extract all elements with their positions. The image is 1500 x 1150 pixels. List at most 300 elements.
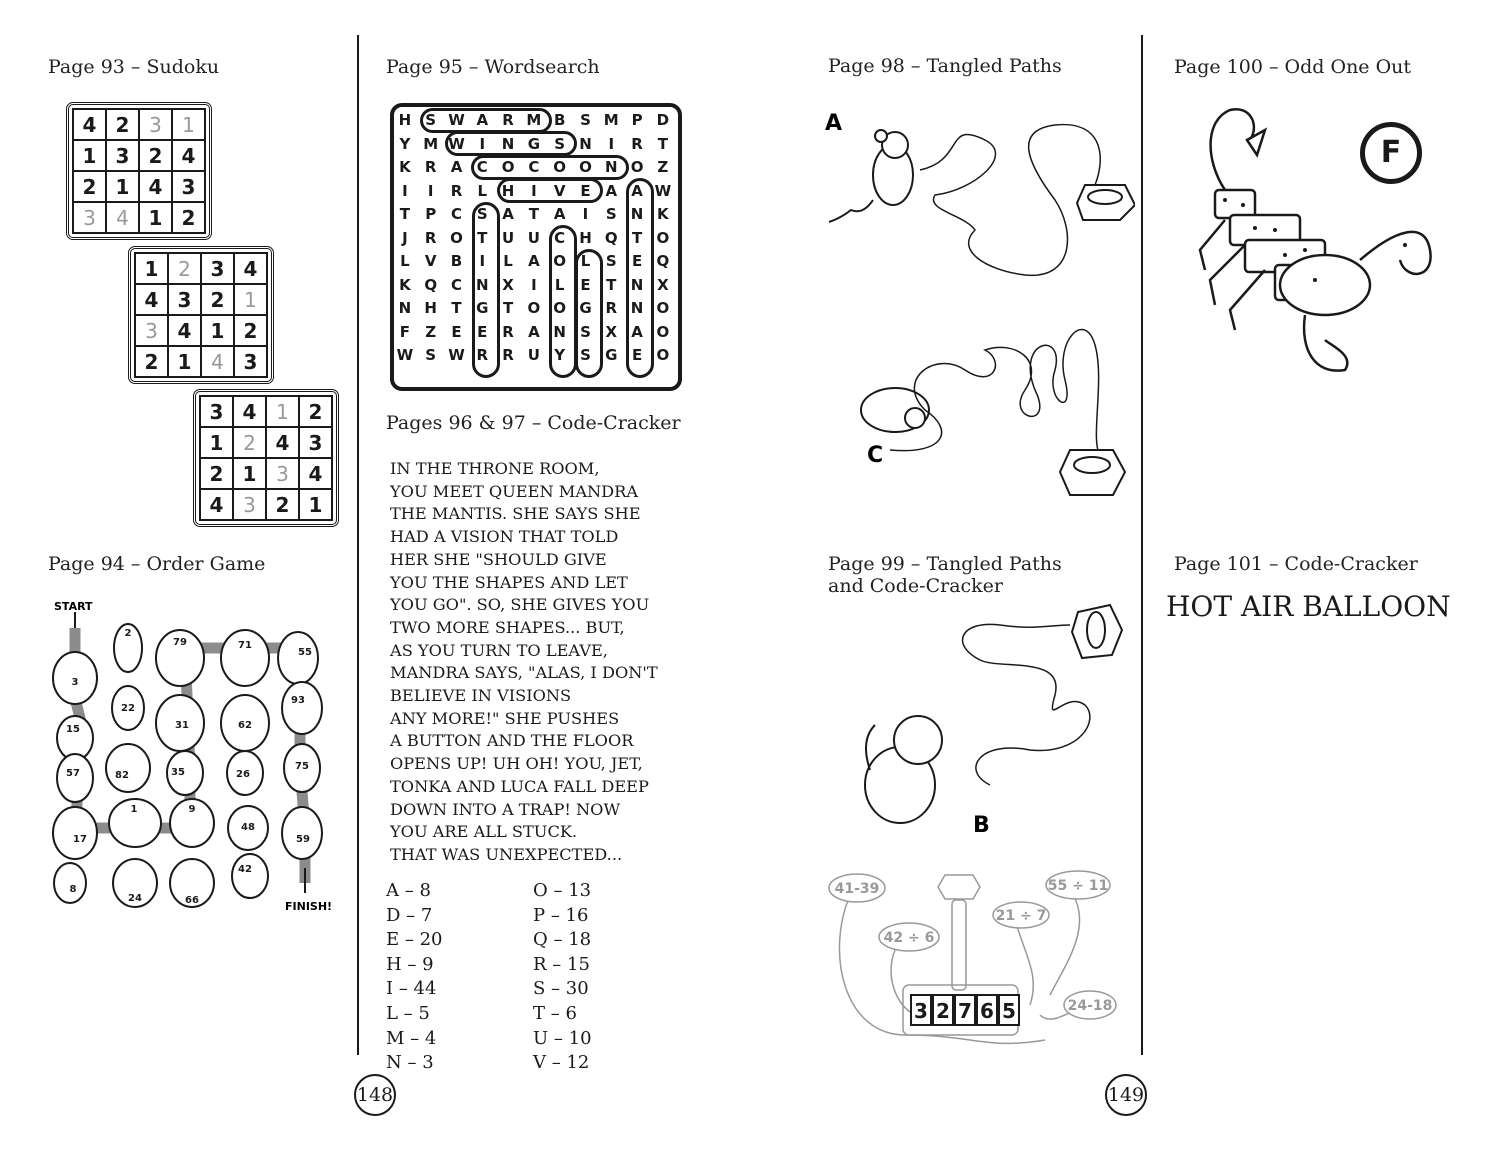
sudoku-cell: 3 bbox=[73, 202, 106, 233]
finish-label: FINISH! bbox=[285, 900, 333, 913]
code-key-entry: O – 13 bbox=[533, 880, 592, 901]
order-number: 26 bbox=[236, 769, 250, 780]
wordsearch-letter: Y bbox=[554, 346, 566, 364]
order-number: 62 bbox=[238, 720, 252, 731]
column-divider-left bbox=[357, 35, 359, 1055]
wordsearch-letter: K bbox=[399, 275, 411, 294]
sudoku-cell: 2 bbox=[299, 396, 332, 427]
story-line: HER SHE "SHOULD GIVE bbox=[390, 549, 607, 569]
sudoku-cell: 4 bbox=[233, 396, 266, 427]
code-cracker-heading: Pages 96 & 97 – Code-Cracker bbox=[386, 412, 681, 434]
wordsearch-letter: N bbox=[553, 322, 566, 341]
scorpion-spot bbox=[1273, 228, 1277, 232]
wordsearch-letter: Y bbox=[399, 134, 411, 153]
wordsearch-letter: N bbox=[630, 275, 644, 294]
sudoku-cell: 2 bbox=[73, 171, 106, 202]
wordsearch-letter: B bbox=[450, 252, 463, 270]
order-number: 71 bbox=[238, 640, 252, 651]
answer-ring-column-2 bbox=[549, 225, 577, 378]
code-cracker-101-heading: Page 101 – Code-Cracker bbox=[1174, 553, 1418, 575]
sudoku-cell: 3 bbox=[266, 458, 299, 489]
wordsearch-letter: O bbox=[656, 228, 670, 247]
sudoku-cell: 1 bbox=[200, 427, 233, 458]
wordsearch-letter: E bbox=[631, 252, 643, 270]
sudoku-cell: 4 bbox=[201, 346, 234, 377]
wordsearch-letter: A bbox=[553, 205, 566, 223]
bubble-text: 55 ÷ 11 bbox=[1047, 878, 1109, 894]
wordsearch-letter: U bbox=[527, 228, 540, 247]
wordsearch-letter: I bbox=[531, 181, 537, 200]
code-digit: 6 bbox=[980, 999, 994, 1023]
code-key-entry: I – 44 bbox=[386, 978, 437, 1000]
order-number: 79 bbox=[173, 637, 187, 648]
order-number: 9 bbox=[188, 804, 196, 815]
answer-ring-wings bbox=[445, 131, 577, 156]
sudoku-grid-3 bbox=[193, 389, 339, 527]
wordsearch-letter: S bbox=[605, 252, 617, 270]
wordsearch-letter: U bbox=[527, 346, 540, 364]
wordsearch-letter: C bbox=[450, 205, 462, 223]
wordsearch-letter: S bbox=[605, 205, 617, 223]
order-number: 59 bbox=[296, 834, 310, 845]
story-line: BELIEVE IN VISIONS bbox=[390, 686, 572, 706]
sudoku-heading: Page 93 – Sudoku bbox=[48, 56, 220, 78]
tangled-paths-98-illustration bbox=[815, 100, 1135, 500]
wordsearch-letter: O bbox=[553, 252, 567, 270]
sudoku-cell: 4 bbox=[200, 489, 233, 520]
sudoku-cell: 3 bbox=[106, 140, 139, 171]
scorpion-spot bbox=[1241, 203, 1245, 207]
wordsearch-letter: A bbox=[528, 252, 540, 270]
start-label: START bbox=[54, 600, 93, 613]
order-number: 22 bbox=[121, 703, 135, 714]
order-number: 42 bbox=[238, 864, 252, 875]
hex-button-bottom bbox=[1060, 450, 1125, 495]
code-key-entry: T – 6 bbox=[533, 1002, 577, 1024]
wordsearch-letter: C bbox=[528, 158, 540, 176]
wordsearch-letter: X bbox=[502, 275, 514, 294]
code-key-entry: E – 20 bbox=[386, 929, 443, 951]
wordsearch-letter: S bbox=[425, 111, 437, 129]
wordsearch-letter: L bbox=[554, 275, 565, 294]
sudoku-cell: 4 bbox=[266, 427, 299, 458]
wordsearch-letter: A bbox=[450, 158, 463, 176]
wordsearch-letter: M bbox=[526, 111, 542, 129]
wordsearch-letter: H bbox=[424, 299, 437, 317]
sudoku-cell: 4 bbox=[73, 109, 106, 140]
bubble-text: 21 ÷ 7 bbox=[995, 908, 1047, 924]
odd-one-out-answer: F bbox=[1380, 135, 1402, 170]
sudoku-cell: 2 bbox=[106, 109, 139, 140]
sudoku-cell: 3 bbox=[234, 346, 267, 377]
sudoku-cell: 1 bbox=[266, 396, 299, 427]
code-key-entry: V – 12 bbox=[533, 1052, 590, 1074]
odd-one-out-heading: Page 100 – Odd One Out bbox=[1174, 56, 1412, 78]
sudoku-cell: 2 bbox=[200, 458, 233, 489]
wordsearch-letter: M bbox=[423, 134, 439, 153]
scorpion-claw bbox=[1304, 315, 1347, 371]
cheetah-illustration bbox=[865, 716, 942, 823]
sudoku-cell: 3 bbox=[233, 489, 266, 520]
scorpion-spot bbox=[1283, 253, 1287, 257]
code-digit: 2 bbox=[936, 999, 950, 1023]
bug-shape bbox=[232, 854, 268, 898]
wordsearch-letter: L bbox=[400, 252, 410, 270]
order-number: 15 bbox=[66, 724, 80, 735]
sudoku-cell: 2 bbox=[233, 427, 266, 458]
code-key-entry: S – 30 bbox=[533, 978, 589, 1000]
wordsearch-letter: N bbox=[501, 134, 515, 153]
code-digit: 3 bbox=[914, 999, 928, 1023]
sudoku-cell: 4 bbox=[234, 253, 267, 284]
scorpion-leg bbox=[1200, 220, 1225, 270]
wordsearch-letter: E bbox=[580, 275, 591, 294]
wordsearch-letter: N bbox=[630, 299, 644, 317]
wordsearch-letter: O bbox=[501, 158, 515, 176]
wordsearch-letter: U bbox=[501, 228, 515, 247]
scorpion-spot bbox=[1253, 226, 1257, 230]
answer-ring-column-4 bbox=[626, 178, 654, 378]
sudoku-cell: 3 bbox=[168, 284, 201, 315]
wordsearch-grid bbox=[390, 103, 682, 391]
wordsearch-letter: R bbox=[476, 346, 489, 364]
order-number: 3 bbox=[71, 677, 79, 688]
bubble-text: 24-18 bbox=[1067, 998, 1113, 1014]
wordsearch-letter: A bbox=[528, 322, 540, 341]
story-line: YOU ARE ALL STUCK. bbox=[390, 822, 578, 842]
wordsearch-letter: M bbox=[603, 111, 619, 129]
wordsearch-letter: N bbox=[630, 205, 644, 223]
odd-one-out-answer-badge bbox=[1360, 122, 1422, 184]
wordsearch-letter: N bbox=[579, 134, 592, 153]
wordsearch-letter: T bbox=[399, 205, 411, 223]
sudoku-cell: 1 bbox=[168, 346, 201, 377]
answer-ring-cocoon bbox=[471, 155, 629, 180]
wordsearch-letter: H bbox=[501, 181, 515, 200]
wordsearch-letter: W bbox=[448, 134, 465, 153]
order-game-heading: Page 94 – Order Game bbox=[48, 553, 266, 575]
code-key-entry: A – 8 bbox=[386, 880, 431, 901]
story-line: HAD A VISION THAT TOLD bbox=[390, 527, 619, 547]
order-number: 75 bbox=[295, 761, 309, 772]
order-number: 57 bbox=[66, 768, 80, 779]
wordsearch-letter: N bbox=[398, 299, 412, 317]
sudoku-cell: 2 bbox=[266, 489, 299, 520]
machine-wire bbox=[1050, 890, 1080, 995]
sudoku-cell: 3 bbox=[139, 109, 172, 140]
code-key-entry: U – 10 bbox=[533, 1027, 592, 1049]
sudoku-cell: 1 bbox=[234, 284, 267, 315]
wordsearch-letter: S bbox=[425, 346, 437, 364]
sudoku-cell: 3 bbox=[201, 253, 234, 284]
wordsearch-letter: O bbox=[656, 322, 670, 341]
wordsearch-heading: Page 95 – Wordsearch bbox=[386, 56, 600, 78]
wordsearch-letter: T bbox=[657, 134, 668, 153]
path-label-a: A bbox=[825, 111, 843, 136]
wordsearch-letter: O bbox=[527, 299, 541, 317]
bubble-text: 42 ÷ 6 bbox=[883, 930, 935, 946]
tangled-path-a bbox=[920, 125, 1100, 276]
story-line: TWO MORE SHAPES... BUT, bbox=[390, 617, 625, 637]
story-text bbox=[390, 458, 658, 867]
bug-shape bbox=[54, 863, 86, 903]
order-number: 1 bbox=[130, 804, 138, 815]
hedgehog-illustration bbox=[861, 388, 929, 432]
wordsearch-letter: O bbox=[656, 299, 670, 317]
code-key-entry: H – 9 bbox=[386, 953, 434, 975]
wordsearch-letter: S bbox=[580, 346, 591, 364]
wordsearch-letter: P bbox=[425, 205, 437, 223]
sudoku-cell: 3 bbox=[172, 171, 205, 202]
story-line: THAT WAS UNEXPECTED... bbox=[390, 844, 623, 864]
order-number: 55 bbox=[298, 647, 312, 658]
order-game-illustration bbox=[40, 598, 340, 918]
wordsearch-letter: I bbox=[479, 134, 486, 153]
wordsearch-letter: Z bbox=[425, 322, 437, 341]
order-number: 24 bbox=[128, 893, 142, 904]
wordsearch-letter: W bbox=[654, 181, 672, 200]
wordsearch-letter: I bbox=[427, 181, 434, 200]
wordsearch-letter: A bbox=[631, 181, 643, 200]
story-line: A BUTTON AND THE FLOOR bbox=[390, 731, 634, 751]
code-key-entry: L – 5 bbox=[386, 1002, 430, 1024]
wordsearch-letter: K bbox=[657, 205, 669, 223]
wordsearch-letter: G bbox=[579, 299, 592, 317]
wordsearch-letter: O bbox=[553, 158, 567, 176]
wordsearch-letter: O bbox=[579, 158, 592, 176]
story-line: YOU MEET QUEEN MANDRA bbox=[390, 481, 639, 501]
story-line: IN THE THRONE ROOM, bbox=[390, 459, 600, 478]
wordsearch-letter: T bbox=[631, 228, 643, 247]
wordsearch-letter: L bbox=[503, 252, 513, 270]
wordsearch-letter: H bbox=[398, 111, 412, 129]
sudoku-cell: 1 bbox=[106, 171, 139, 202]
wordsearch-letter: A bbox=[476, 111, 489, 129]
wordsearch-letter: G bbox=[476, 299, 489, 317]
wordsearch-letter: C bbox=[554, 228, 566, 247]
hex-button-right bbox=[1072, 605, 1122, 658]
code-key-entry: Q – 18 bbox=[533, 929, 592, 951]
wordsearch-letter: N bbox=[476, 275, 489, 294]
wordsearch-letter: F bbox=[399, 322, 411, 341]
sudoku-cell: 2 bbox=[168, 253, 201, 284]
story-line: ANY MORE!" SHE PUSHES bbox=[390, 708, 620, 728]
code-digits bbox=[911, 995, 1019, 1025]
wordsearch-letter: Q bbox=[604, 228, 618, 247]
code-key-left bbox=[386, 879, 443, 1076]
sudoku-cell: 2 bbox=[135, 346, 168, 377]
code-key-entry: R – 15 bbox=[533, 953, 590, 975]
order-number: 66 bbox=[185, 895, 199, 906]
tangled-paths-98-heading: Page 98 – Tangled Paths bbox=[828, 55, 1062, 77]
story-line: DOWN INTO A TRAP! NOW bbox=[390, 799, 621, 819]
story-line: THE MANTIS. SHE SAYS SHE bbox=[390, 504, 641, 524]
wordsearch-letter: D bbox=[656, 111, 670, 129]
order-number: 8 bbox=[69, 884, 77, 895]
bug-shape bbox=[282, 682, 322, 734]
wordsearch-letter: G bbox=[527, 134, 541, 153]
wordsearch-letter: R bbox=[424, 158, 437, 176]
tangled-paths-99-illustration bbox=[850, 600, 1130, 845]
wordsearch-letter: H bbox=[579, 228, 592, 247]
wordsearch-letter: W bbox=[448, 111, 465, 129]
wordsearch-letter: S bbox=[554, 134, 566, 153]
bug-shape bbox=[106, 744, 150, 792]
code-machine-illustration bbox=[825, 865, 1125, 1065]
story-line: AS YOU TURN TO LEAVE, bbox=[390, 640, 608, 660]
wordsearch-letter: R bbox=[450, 181, 463, 200]
wordsearch-letter: R bbox=[424, 228, 437, 247]
order-number: 17 bbox=[73, 834, 87, 845]
story-line: MANDRA SAYS, "ALAS, I DON'T bbox=[390, 663, 658, 683]
tangled-path-c bbox=[890, 330, 1100, 455]
wordsearch-letter: R bbox=[502, 322, 514, 341]
wordsearch-letter: R bbox=[605, 299, 618, 317]
path-label-c: C bbox=[867, 443, 884, 468]
bug-shape bbox=[282, 807, 322, 859]
wordsearch-letter: N bbox=[604, 158, 618, 176]
sudoku-cell: 4 bbox=[106, 202, 139, 233]
answer-ring-column-1 bbox=[472, 202, 500, 378]
machine-lever bbox=[952, 900, 966, 990]
sudoku-cell: 4 bbox=[139, 171, 172, 202]
story-line: YOU THE SHAPES AND LET bbox=[390, 572, 628, 592]
sudoku-cell: 2 bbox=[201, 284, 234, 315]
mouse-illustration bbox=[829, 130, 913, 222]
machine-knob bbox=[938, 875, 980, 899]
sudoku-cell: 1 bbox=[172, 109, 205, 140]
sudoku-cell: 1 bbox=[139, 202, 172, 233]
wordsearch-letter: I bbox=[608, 134, 615, 153]
order-number: 35 bbox=[171, 767, 185, 778]
code-key-entry: N – 3 bbox=[386, 1052, 434, 1074]
page-number-right: 149 bbox=[1105, 1074, 1147, 1116]
wordsearch-letter: I bbox=[402, 181, 408, 200]
tangled-paths-99-heading-line2: and Code-Cracker bbox=[828, 575, 1003, 597]
code-key-entry: P – 16 bbox=[533, 904, 589, 926]
answer-ring-hive bbox=[497, 178, 603, 203]
code-key-entry: M – 4 bbox=[386, 1027, 437, 1049]
wordsearch-letter: R bbox=[502, 346, 514, 364]
sudoku-cell: 1 bbox=[299, 489, 332, 520]
wordsearch-letter: Q bbox=[656, 252, 670, 270]
code-digit: 5 bbox=[1002, 999, 1016, 1023]
story-line: YOU GO". SO, SHE GIVES YOU bbox=[390, 595, 650, 615]
path-label-b: B bbox=[973, 813, 990, 838]
wordsearch-letter: T bbox=[502, 299, 514, 317]
answer-ring-swarm bbox=[420, 108, 552, 133]
wordsearch-letter: I bbox=[479, 252, 486, 270]
order-number: 31 bbox=[175, 720, 189, 731]
wordsearch-letter: P bbox=[631, 111, 643, 129]
scorpion-spot bbox=[1403, 243, 1407, 247]
wordsearch-letter: T bbox=[451, 299, 462, 317]
order-number: 48 bbox=[241, 822, 255, 833]
wordsearch-letter: X bbox=[657, 275, 669, 294]
sudoku-cell: 3 bbox=[135, 315, 168, 346]
bubble-text: 41-39 bbox=[834, 881, 880, 897]
wordsearch-letter: S bbox=[580, 111, 591, 129]
sudoku-cell: 2 bbox=[172, 202, 205, 233]
sudoku-cell: 2 bbox=[234, 315, 267, 346]
wordsearch-letter: L bbox=[580, 252, 591, 270]
sudoku-cell: 3 bbox=[200, 396, 233, 427]
tangled-paths-99-heading bbox=[828, 553, 1062, 597]
bug-shape bbox=[221, 630, 269, 686]
wordsearch-letter: X bbox=[605, 322, 618, 341]
wordsearch-letter: G bbox=[605, 346, 618, 364]
wordsearch-letter: V bbox=[553, 181, 566, 200]
wordsearch-letter: E bbox=[631, 346, 643, 364]
wordsearch-letter: J bbox=[402, 228, 408, 247]
wordsearch-letter: R bbox=[631, 134, 643, 153]
column-divider-right bbox=[1141, 35, 1143, 1055]
bug-shape bbox=[53, 807, 97, 859]
hex-button-top bbox=[1077, 185, 1135, 220]
wordsearch-letter: T bbox=[528, 205, 539, 223]
story-line: TONKA AND LUCA FALL DEEP bbox=[390, 776, 649, 796]
wordsearch-letter: I bbox=[582, 205, 589, 223]
scorpion-spot bbox=[1223, 198, 1227, 202]
sudoku-cell: 1 bbox=[73, 140, 106, 171]
wordsearch-letter: T bbox=[477, 228, 488, 247]
sudoku-cell: 3 bbox=[299, 427, 332, 458]
wordsearch-letter: A bbox=[605, 181, 618, 200]
wordsearch-letter: A bbox=[502, 205, 514, 223]
tangled-path-b bbox=[963, 624, 1090, 785]
wordsearch-letter: R bbox=[502, 111, 514, 129]
story-line: OPENS UP! UH OH! YOU, JET, bbox=[390, 754, 643, 774]
code-key-right bbox=[533, 879, 592, 1076]
wordsearch-letter: O bbox=[656, 346, 670, 364]
wordsearch-letter: O bbox=[553, 299, 567, 317]
wordsearch-letter: W bbox=[396, 346, 414, 364]
page-number-left: 148 bbox=[354, 1074, 396, 1116]
scorpion-spot bbox=[1303, 248, 1307, 252]
wordsearch-letter: C bbox=[450, 275, 462, 294]
sudoku-cell: 4 bbox=[168, 315, 201, 346]
order-number: 2 bbox=[124, 628, 132, 639]
wordsearch-letter: C bbox=[476, 158, 488, 176]
bug-shape bbox=[278, 632, 318, 684]
sudoku-cell: 1 bbox=[233, 458, 266, 489]
code-cracker-101-answer: HOT AIR BALLOON bbox=[1166, 590, 1451, 623]
wordsearch-letter: S bbox=[580, 322, 591, 341]
code-digit: 7 bbox=[958, 999, 972, 1023]
wordsearch-letter: E bbox=[477, 322, 488, 341]
sudoku-cell: 4 bbox=[135, 284, 168, 315]
sudoku-cell: 2 bbox=[139, 140, 172, 171]
wordsearch-letter: V bbox=[424, 252, 437, 270]
wordsearch-letter: T bbox=[606, 275, 617, 294]
scorpion-spot bbox=[1313, 278, 1317, 282]
wordsearch-letter: E bbox=[580, 181, 591, 200]
scorpion-leg bbox=[1210, 245, 1245, 305]
sudoku-cell: 4 bbox=[299, 458, 332, 489]
scorpion-leg bbox=[1230, 270, 1265, 330]
answer-ring-column-3 bbox=[575, 249, 603, 378]
wordsearch-letter: E bbox=[451, 322, 462, 341]
sudoku-cell: 4 bbox=[172, 140, 205, 171]
wordsearch-letter: L bbox=[477, 181, 488, 200]
order-number: 93 bbox=[291, 695, 305, 706]
wordsearch-letter: I bbox=[531, 275, 537, 294]
code-key-entry: D – 7 bbox=[386, 904, 433, 926]
wordsearch-letter: A bbox=[631, 322, 643, 341]
order-number: 82 bbox=[115, 770, 129, 781]
wordsearch-letter: B bbox=[553, 111, 566, 129]
sudoku-cell: 1 bbox=[135, 253, 168, 284]
